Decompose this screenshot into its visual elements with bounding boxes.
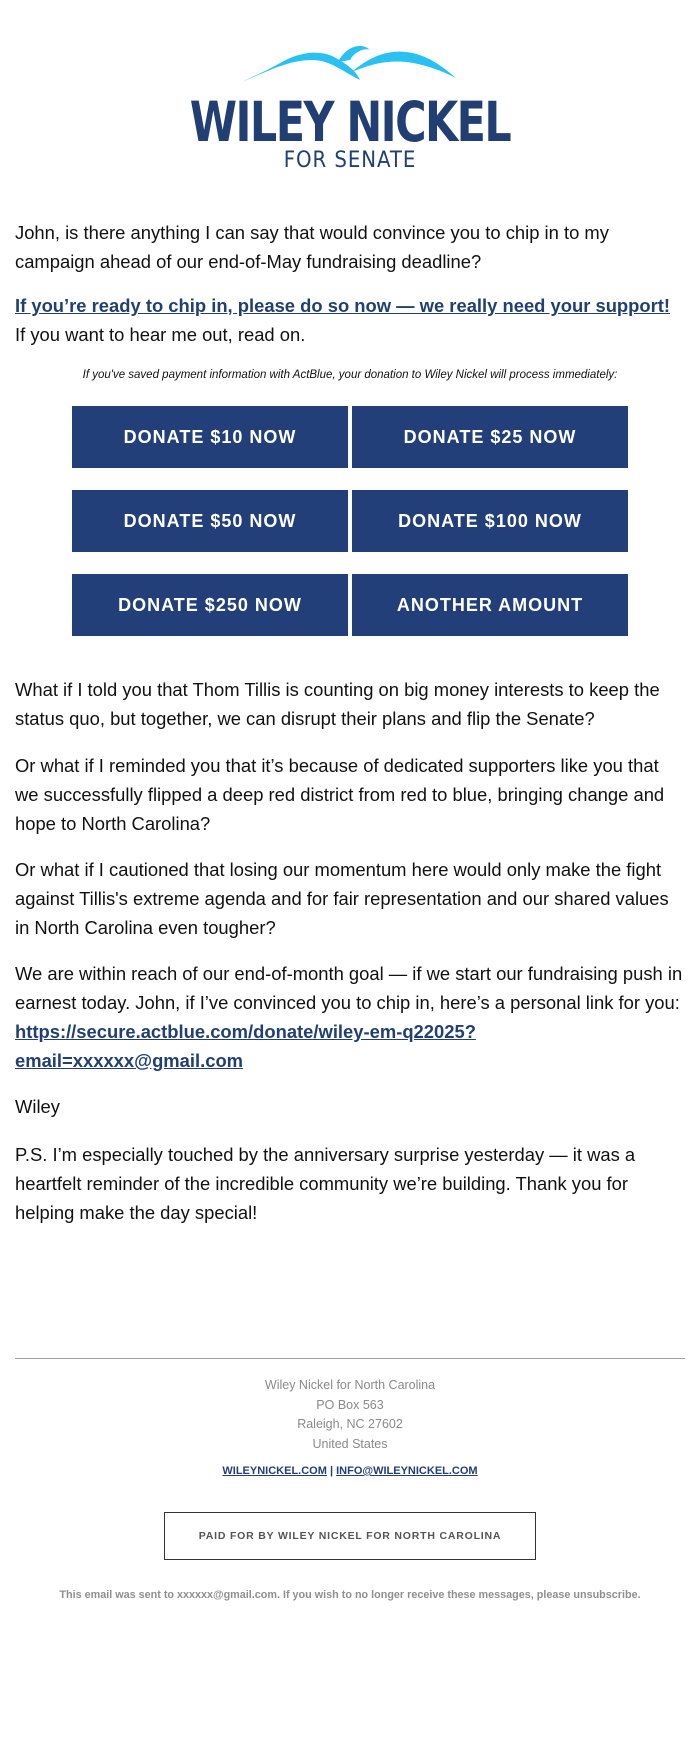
signoff-section xyxy=(15,1092,685,1121)
footer-links xyxy=(0,1465,700,1477)
intro-section xyxy=(15,218,685,276)
paid-for-disclaimer: PAID FOR BY WILEY NICKEL FOR NORTH CAROLINA xyxy=(164,1512,536,1560)
goal-text: We are within reach of our end-of-month goal — if we start our fundraising push in earnest today. John, if I’ve convinced you to chip in, here’s a personal link for you: xyxy=(15,963,683,1013)
footer-link-separator: | xyxy=(329,1465,334,1477)
logo-name: WILEY NICKEL xyxy=(189,90,511,154)
donate-100-button[interactable]: DONATE $100 NOW xyxy=(352,490,628,552)
intro-paragraph: John, is there anything I can say that would convince you to chip in to my campaign ahead of our end-of-May fundraising deadline? xyxy=(15,222,609,272)
footer-city: Raleigh, NC 27602 xyxy=(297,1417,403,1431)
donate-50-button[interactable]: DONATE $50 NOW xyxy=(72,490,348,552)
postscript: P.S. I’m especially touched by the anniversary surprise yesterday — it was a heartfelt reminder of the incredible community we’re building. Thank you for helping make the day special! xyxy=(15,1144,636,1223)
intro-cta-section xyxy=(15,291,685,349)
logo-subtitle: FOR SENATE xyxy=(283,148,417,173)
footer-address xyxy=(0,1376,700,1454)
another-amount-button[interactable]: ANOTHER AMOUNT xyxy=(352,574,628,636)
signoff: Wiley xyxy=(15,1096,60,1117)
body-paragraph-2: Or what if I reminded you that it’s because of dedicated supporters like you that we successfully flipped a deep red district from red to blue, bringing change and hope to North Carolina? xyxy=(15,755,665,834)
footer-org: Wiley Nickel for North Carolina xyxy=(264,1378,436,1392)
cta-tail-text: If you want to hear me out, read on. xyxy=(15,324,306,345)
postscript-section xyxy=(15,1140,685,1227)
mountain-logo-icon xyxy=(220,40,480,90)
footer-divider xyxy=(15,1358,685,1359)
actblue-note: If you've saved payment information with ActBlue, your donation to Wiley Nickel will process immediately: xyxy=(82,369,618,381)
unsubscribe-text[interactable]: This email was sent to xxxxxx@gmail.com. If you wish to no longer receive these messages, please unsubscribe. xyxy=(59,1589,641,1601)
personal-donate-link[interactable]: https://secure.actblue.com/donate/wiley-em-q22025?email=xxxxxx@gmail.com xyxy=(15,1021,476,1071)
campaign-logo xyxy=(0,40,700,180)
body-paragraph-4 xyxy=(15,959,685,1075)
donate-250-button[interactable]: DONATE $250 NOW xyxy=(72,574,348,636)
website-link[interactable]: WILEYNICKEL.COM xyxy=(222,1465,327,1477)
donate-10-button[interactable]: DONATE $10 NOW xyxy=(72,406,348,468)
email-contact-link[interactable]: INFO@WILEYNICKEL.COM xyxy=(336,1465,478,1477)
footer-country: United States xyxy=(312,1436,388,1451)
cta-paragraph xyxy=(15,291,685,349)
footer-po-box: PO Box 563 xyxy=(316,1397,384,1412)
body-paragraph-1: What if I told you that Thom Tillis is counting on big money interests to keep the status quo, but together, we can disrupt their plans and flip the Senate? xyxy=(15,679,660,729)
chip-in-link[interactable]: If you’re ready to chip in, please do so now — we really need your support! xyxy=(15,295,671,316)
donate-25-button[interactable]: DONATE $25 NOW xyxy=(352,406,628,468)
body-paragraph-3: Or what if I cautioned that losing our momentum here would only make the fight against Tillis's extreme agenda and for fair representation and our shared values in North Carolina even tougher? xyxy=(15,859,669,938)
